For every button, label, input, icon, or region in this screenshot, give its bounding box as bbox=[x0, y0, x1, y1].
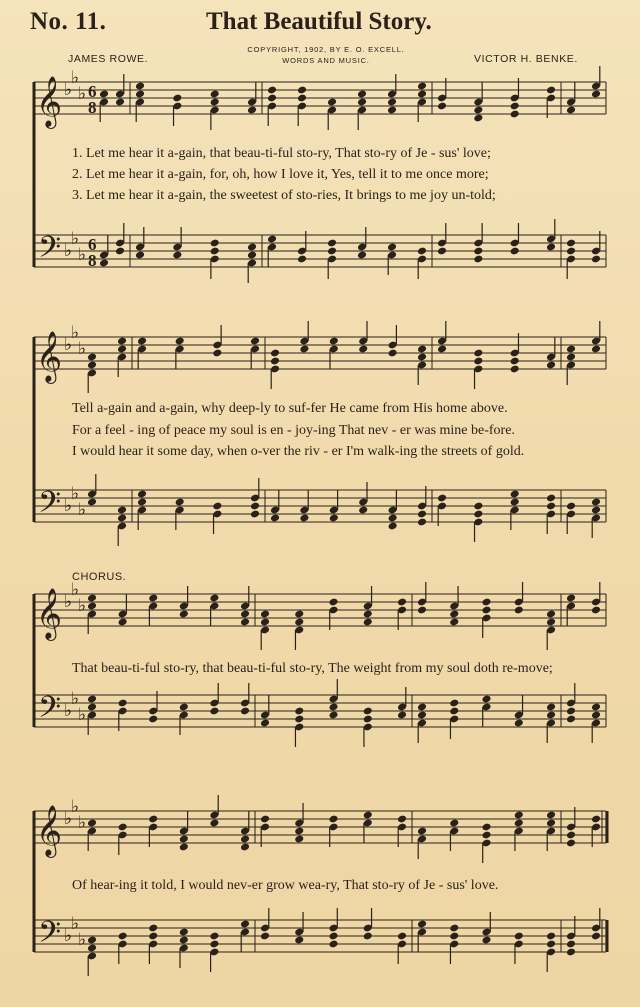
note-head bbox=[417, 827, 427, 836]
note-head bbox=[591, 255, 601, 264]
verse-3-line-1: 3. Let me hear it a-gain, the sweetest of sto-ries, It brings to me joy un-told; bbox=[72, 188, 496, 203]
note-head bbox=[260, 719, 270, 728]
flat-icon: ♭ bbox=[64, 592, 73, 612]
note-head bbox=[212, 502, 222, 511]
note-head bbox=[546, 819, 556, 828]
flat-icon: ♭ bbox=[71, 484, 80, 504]
note-head bbox=[294, 827, 304, 836]
hymn-number: No. 11. bbox=[30, 8, 107, 35]
note-head bbox=[566, 715, 576, 724]
note-head bbox=[449, 618, 459, 627]
note-head bbox=[294, 715, 304, 724]
flat-icon: ♭ bbox=[64, 926, 73, 946]
note-head bbox=[591, 498, 601, 507]
note-head bbox=[387, 98, 397, 107]
note-head bbox=[209, 594, 219, 603]
note-head bbox=[117, 506, 127, 515]
note-head bbox=[212, 349, 222, 358]
flat-icon: ♭ bbox=[71, 68, 80, 88]
flat-icon: ♭ bbox=[64, 496, 73, 516]
time-signature-bottom: 8 bbox=[88, 251, 97, 270]
note-head bbox=[566, 502, 576, 511]
note-head bbox=[209, 819, 219, 828]
note-head bbox=[449, 707, 459, 716]
note-head bbox=[260, 618, 270, 627]
note-head bbox=[175, 498, 185, 507]
note-head bbox=[591, 711, 601, 720]
note-head bbox=[328, 940, 338, 949]
note-head bbox=[514, 819, 524, 828]
flat-icon: ♭ bbox=[78, 705, 87, 725]
note-head bbox=[260, 932, 270, 941]
note-head bbox=[449, 699, 459, 708]
note-head bbox=[87, 936, 97, 945]
note-head bbox=[546, 940, 556, 949]
note-head bbox=[172, 251, 182, 260]
note-head bbox=[118, 618, 128, 627]
flat-icon: ♭ bbox=[78, 596, 87, 616]
composer-credit: VICTOR H. BENKE. bbox=[474, 53, 578, 65]
note-head bbox=[118, 932, 128, 941]
note-head bbox=[135, 251, 145, 260]
note-head bbox=[209, 940, 219, 949]
note-head bbox=[591, 815, 601, 824]
note-head bbox=[591, 606, 601, 615]
note-head bbox=[260, 815, 270, 824]
note-head bbox=[591, 90, 601, 99]
note-head bbox=[358, 506, 368, 515]
note-head bbox=[510, 365, 520, 374]
note-head bbox=[294, 610, 304, 619]
note-head bbox=[514, 606, 524, 615]
verse-2-line-1: 2. Let me hear it a-gain, for, oh, how I love it, Yes, tell it to me once more; bbox=[72, 167, 489, 182]
treble-clef-icon: 𝄞 bbox=[36, 331, 63, 382]
note-head bbox=[270, 357, 280, 366]
note-head bbox=[481, 606, 491, 615]
flat-icon: ♭ bbox=[64, 241, 73, 261]
note-head bbox=[417, 247, 427, 256]
flat-icon: ♭ bbox=[71, 580, 80, 600]
note-head bbox=[510, 498, 520, 507]
note-head bbox=[566, 353, 576, 362]
note-head bbox=[449, 924, 459, 933]
note-head bbox=[591, 932, 601, 941]
note-head bbox=[473, 357, 483, 366]
flat-icon: ♭ bbox=[78, 813, 87, 833]
note-head bbox=[297, 255, 307, 264]
note-head bbox=[417, 518, 427, 527]
note-head bbox=[240, 920, 250, 929]
note-head bbox=[270, 514, 280, 523]
bass-clef-icon: 𝄢 bbox=[38, 691, 62, 732]
note-head bbox=[294, 707, 304, 716]
flat-icon: ♭ bbox=[78, 500, 87, 520]
treble-clef-icon: 𝄞 bbox=[36, 76, 63, 127]
note-head bbox=[115, 98, 125, 107]
note-head bbox=[546, 494, 556, 503]
flat-icon: ♭ bbox=[64, 701, 73, 721]
time-signature-top: 6 bbox=[88, 82, 97, 101]
flat-icon: ♭ bbox=[78, 930, 87, 950]
note-head bbox=[546, 932, 556, 941]
note-head bbox=[363, 811, 373, 820]
note-head bbox=[566, 831, 576, 840]
note-head bbox=[148, 715, 158, 724]
note-head bbox=[329, 337, 339, 346]
note-head bbox=[87, 819, 97, 828]
note-head bbox=[328, 703, 338, 712]
note-head bbox=[87, 361, 97, 370]
note-head bbox=[514, 811, 524, 820]
chorus-line-2: Of hear-ing it told, I would nev-er grow wea-ry, That sto-ry of Je - sus' love. bbox=[72, 878, 499, 893]
note-head bbox=[510, 247, 520, 256]
note-head bbox=[99, 90, 109, 99]
note-head bbox=[449, 932, 459, 941]
note-head bbox=[437, 494, 447, 503]
note-head bbox=[179, 835, 189, 844]
note-head bbox=[179, 936, 189, 945]
note-head bbox=[546, 610, 556, 619]
note-head bbox=[327, 98, 337, 107]
note-head bbox=[117, 337, 127, 346]
note-head bbox=[449, 610, 459, 619]
note-head bbox=[137, 498, 147, 507]
flat-icon: ♭ bbox=[64, 80, 73, 100]
note-head bbox=[240, 843, 250, 852]
verse-1-line-2: Tell a-gain and a-gain, why deep-ly to suf-fer He came from His home above. bbox=[72, 401, 508, 416]
note-head bbox=[135, 90, 145, 99]
flat-icon: ♭ bbox=[78, 339, 87, 359]
flat-icon: ♭ bbox=[64, 335, 73, 355]
note-head bbox=[328, 815, 338, 824]
verse-1-line-1: 1. Let me hear it a-gain, that beau-ti-ful sto-ry, That sto-ry of Je - sus' love; bbox=[72, 146, 491, 161]
note-head bbox=[546, 618, 556, 627]
note-head bbox=[566, 948, 576, 957]
note-head bbox=[566, 707, 576, 716]
note-head bbox=[481, 598, 491, 607]
note-head bbox=[297, 94, 307, 103]
note-head bbox=[514, 932, 524, 941]
bass-clef-icon: 𝄢 bbox=[38, 916, 62, 957]
note-head bbox=[294, 936, 304, 945]
note-head bbox=[546, 811, 556, 820]
note-head bbox=[363, 610, 373, 619]
note-head bbox=[267, 235, 277, 244]
note-head bbox=[240, 610, 250, 619]
note-head bbox=[137, 337, 147, 346]
chorus-label: CHORUS. bbox=[72, 571, 127, 583]
note-head bbox=[357, 90, 367, 99]
note-head bbox=[209, 707, 219, 716]
note-head bbox=[210, 98, 220, 107]
note-head bbox=[481, 831, 491, 840]
time-signature-bottom: 8 bbox=[88, 98, 97, 117]
flat-icon: ♭ bbox=[78, 84, 87, 104]
hymn-title: That Beautiful Story. bbox=[206, 8, 432, 35]
note-head bbox=[437, 247, 447, 256]
note-head bbox=[417, 90, 427, 99]
note-head bbox=[510, 110, 520, 119]
note-head bbox=[397, 598, 407, 607]
note-head bbox=[240, 707, 250, 716]
note-head bbox=[87, 353, 97, 362]
note-head bbox=[327, 247, 337, 256]
lyricist-credit: JAMES ROWE. bbox=[68, 53, 149, 65]
note-head bbox=[566, 247, 576, 256]
note-head bbox=[148, 932, 158, 941]
note-head bbox=[358, 345, 368, 354]
note-head bbox=[250, 502, 260, 511]
note-head bbox=[294, 835, 304, 844]
note-head bbox=[148, 924, 158, 933]
note-head bbox=[473, 247, 483, 256]
note-head bbox=[179, 610, 189, 619]
note-head bbox=[473, 106, 483, 115]
note-head bbox=[566, 594, 576, 603]
note-head bbox=[417, 82, 427, 91]
note-head bbox=[87, 602, 97, 611]
copyright-line: COPYRIGHT, 1902, BY E. O. EXCELL. bbox=[247, 45, 405, 54]
note-head bbox=[87, 703, 97, 712]
bass-clef-icon: 𝄢 bbox=[38, 486, 62, 527]
flat-icon: ♭ bbox=[71, 797, 80, 817]
note-head bbox=[250, 337, 260, 346]
note-head bbox=[473, 502, 483, 511]
note-head bbox=[297, 86, 307, 95]
note-head bbox=[449, 819, 459, 828]
note-head bbox=[135, 82, 145, 91]
note-head bbox=[417, 703, 427, 712]
note-head bbox=[299, 514, 309, 523]
note-head bbox=[363, 715, 373, 724]
note-head bbox=[118, 699, 128, 708]
note-head bbox=[591, 703, 601, 712]
note-head bbox=[87, 944, 97, 953]
note-head bbox=[546, 711, 556, 720]
note-head bbox=[148, 815, 158, 824]
flat-icon: ♭ bbox=[71, 323, 80, 343]
flat-icon: ♭ bbox=[71, 229, 80, 249]
note-head bbox=[481, 823, 491, 832]
note-head bbox=[137, 490, 147, 499]
note-head bbox=[87, 695, 97, 704]
note-head bbox=[546, 86, 556, 95]
chorus-line-1: That beau-ti-ful sto-ry, that beau-ti-ful sto-ry, The weight from my soul doth re-move; bbox=[72, 661, 553, 676]
note-head bbox=[240, 618, 250, 627]
time-signature-top: 6 bbox=[88, 235, 97, 254]
note-head bbox=[566, 239, 576, 248]
note-head bbox=[566, 345, 576, 354]
note-head bbox=[591, 345, 601, 354]
note-head bbox=[117, 345, 127, 354]
bass-clef-icon: 𝄢 bbox=[38, 231, 62, 272]
verse-3-line-2: I would hear it some day, when o-ver the riv - er I'm walk-ing the streets of gold. bbox=[72, 444, 525, 459]
note-head bbox=[363, 618, 373, 627]
note-head bbox=[247, 243, 257, 252]
note-head bbox=[437, 345, 447, 354]
verse-2-line-2: For a feel - ing of peace my soul is en - joy-ing That nev - er was mine be-fore. bbox=[72, 423, 515, 438]
note-head bbox=[388, 522, 398, 531]
note-head bbox=[357, 98, 367, 107]
note-head bbox=[267, 94, 277, 103]
note-head bbox=[247, 106, 257, 115]
note-head bbox=[481, 695, 491, 704]
note-head bbox=[546, 361, 556, 370]
note-head bbox=[240, 835, 250, 844]
note-head bbox=[417, 353, 427, 362]
note-head bbox=[148, 594, 158, 603]
note-head bbox=[247, 251, 257, 260]
note-head bbox=[267, 86, 277, 95]
note-head bbox=[546, 243, 556, 252]
note-head bbox=[388, 514, 398, 523]
note-head bbox=[388, 349, 398, 358]
note-head bbox=[210, 247, 220, 256]
note-head bbox=[363, 932, 373, 941]
note-head bbox=[387, 106, 397, 115]
note-head bbox=[510, 490, 520, 499]
note-head bbox=[546, 703, 556, 712]
note-head bbox=[179, 843, 189, 852]
flat-icon: ♭ bbox=[71, 914, 80, 934]
note-head bbox=[417, 510, 427, 519]
note-head bbox=[417, 345, 427, 354]
note-head bbox=[473, 510, 483, 519]
note-head bbox=[118, 823, 128, 832]
note-head bbox=[260, 610, 270, 619]
note-head bbox=[87, 498, 97, 507]
note-head bbox=[387, 243, 397, 252]
note-head bbox=[327, 239, 337, 248]
note-head bbox=[210, 90, 220, 99]
note-head bbox=[473, 349, 483, 358]
note-head bbox=[175, 337, 185, 346]
note-head bbox=[566, 839, 576, 848]
note-head bbox=[210, 239, 220, 248]
treble-clef-icon: 𝄞 bbox=[36, 805, 63, 856]
note-head bbox=[546, 502, 556, 511]
note-head bbox=[473, 255, 483, 264]
note-head bbox=[437, 102, 447, 111]
note-head bbox=[329, 514, 339, 523]
note-head bbox=[115, 247, 125, 256]
note-head bbox=[417, 920, 427, 929]
note-head bbox=[99, 259, 109, 268]
flat-icon: ♭ bbox=[78, 245, 87, 265]
note-head bbox=[270, 349, 280, 358]
note-head bbox=[417, 606, 427, 615]
note-head bbox=[209, 932, 219, 941]
note-head bbox=[514, 719, 524, 728]
note-head bbox=[172, 94, 182, 103]
note-head bbox=[566, 940, 576, 949]
note-head bbox=[294, 618, 304, 627]
note-head bbox=[566, 106, 576, 115]
note-head bbox=[357, 251, 367, 260]
note-head bbox=[397, 711, 407, 720]
note-head bbox=[87, 594, 97, 603]
flat-icon: ♭ bbox=[71, 689, 80, 709]
note-head bbox=[397, 932, 407, 941]
note-head bbox=[117, 514, 127, 523]
note-head bbox=[179, 703, 189, 712]
treble-clef-icon: 𝄞 bbox=[36, 588, 63, 639]
note-head bbox=[179, 928, 189, 937]
note-head bbox=[363, 707, 373, 716]
note-head bbox=[299, 345, 309, 354]
words-and-music-line: WORDS AND MUSIC. bbox=[282, 56, 370, 65]
note-head bbox=[397, 815, 407, 824]
note-head bbox=[591, 506, 601, 515]
note-head bbox=[328, 711, 338, 720]
note-head bbox=[510, 102, 520, 111]
flat-icon: ♭ bbox=[64, 809, 73, 829]
note-head bbox=[473, 114, 483, 123]
note-head bbox=[510, 357, 520, 366]
note-head bbox=[250, 510, 260, 519]
note-head bbox=[417, 711, 427, 720]
note-head bbox=[328, 932, 338, 941]
note-head bbox=[481, 936, 491, 945]
note-head bbox=[328, 598, 338, 607]
